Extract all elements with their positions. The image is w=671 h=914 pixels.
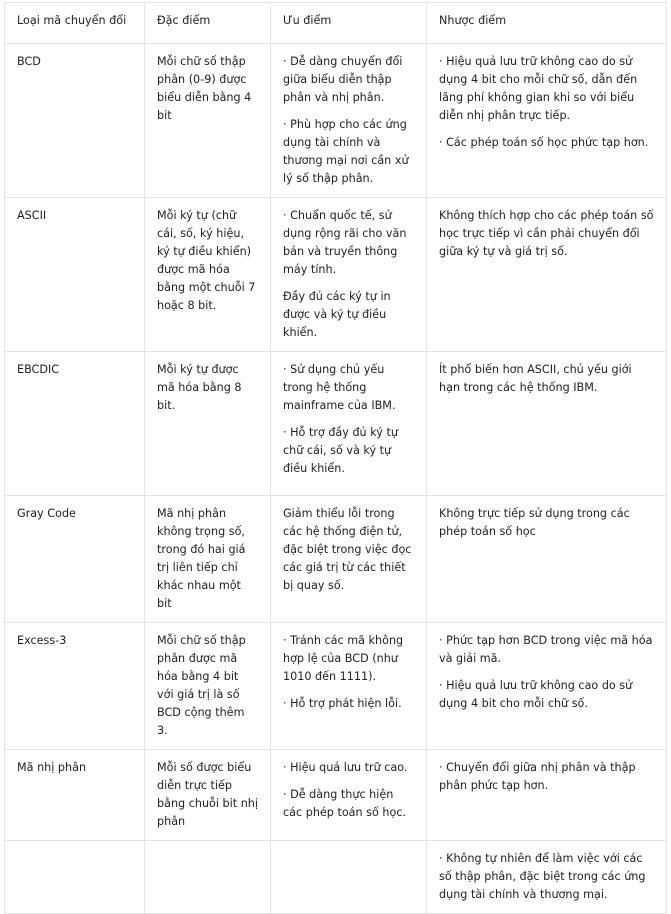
table-row <box>5 496 667 623</box>
cell-type: EBCDIC <box>5 352 145 496</box>
disadvantage-item: · Phức tạp hơn BCD trong việc mã hóa và giải mã. <box>439 632 654 668</box>
advantage-item: · Hỗ trợ đầy đủ ký tự chữ cái, số và ký tự điều khiển. <box>283 424 414 478</box>
disadvantage-item: · Chuyển đổi giữa nhị phân và thập phân phức tạp hơn. <box>439 759 654 795</box>
advantage-item: · Chuẩn quốc tế, sử dụng rộng rãi cho văn bản và truyền thông máy tính. <box>283 207 414 279</box>
cell-advantages <box>271 496 427 623</box>
cell-feature: Mỗi ký tự được mã hóa bằng 8 bit. <box>145 352 271 496</box>
cell-feature: Mã nhị phân không trọng số, trong đó hai giá trị liên tiếp chỉ khác nhau một bit <box>145 496 271 623</box>
comparison-table <box>4 2 667 914</box>
cell-feature <box>145 841 271 914</box>
cell-type: Excess-3 <box>5 623 145 750</box>
disadvantage-item: Không trực tiếp sử dụng trong các phép toán số học <box>439 507 630 538</box>
disadvantage-item: · Hiệu quả lưu trữ không cao do sử dụng 4 bit cho mỗi chữ số. <box>439 677 654 713</box>
cell-type: Mã nhị phân <box>5 750 145 841</box>
disadvantage-item: Ít phổ biến hơn ASCII, chủ yếu giới hạn trong các hệ thống IBM. <box>439 363 632 394</box>
table-row <box>5 623 667 750</box>
header-type: Loại mã chuyển đổi <box>5 3 145 44</box>
disadvantage-item: · Các phép toán số học phức tạp hơn. <box>439 134 654 152</box>
advantage-item: · Tránh các mã không hợp lệ của BCD (như 1010 đến 1111). <box>283 632 414 686</box>
cell-advantages <box>271 44 427 198</box>
cell-disadvantages <box>427 841 667 914</box>
advantage-item: Đầy đủ các ký tự in được và ký tự điều khiển. <box>283 290 391 339</box>
table-row <box>5 352 667 496</box>
header-advantages: Ưu điểm <box>271 3 427 44</box>
cell-advantages <box>271 352 427 496</box>
cell-disadvantages <box>427 44 667 198</box>
cell-disadvantages <box>427 750 667 841</box>
advantage-item: · Sử dụng chủ yếu trong hệ thống mainframe của IBM. <box>283 361 414 415</box>
disadvantage-item: Không thích hợp cho các phép toán số học trực tiếp vì cần phải chuyển đổi giữa ký tự và giá trị số. <box>439 209 654 258</box>
cell-advantages <box>271 841 427 914</box>
disadvantage-item: · Không tự nhiên để làm việc với các số thập phân, đặc biệt trong các ứng dụng tài chính và thương mại. <box>439 850 654 904</box>
header-disadvantages: Nhược điểm <box>427 3 667 44</box>
header-row <box>5 3 667 44</box>
cell-feature: Mỗi ký tự (chữ cái, số, ký hiệu, ký tự điều khiển) được mã hóa bằng một chuỗi 7 hoặc 8 bit. <box>145 198 271 352</box>
cell-disadvantages <box>427 623 667 750</box>
disadvantage-item: · Hiệu quả lưu trữ không cao do sử dụng 4 bit cho mỗi chữ số, dẫn đến lãng phí không gian khi so với biểu diễn nhị phân trực tiếp. <box>439 53 654 125</box>
cell-disadvantages <box>427 496 667 623</box>
cell-feature: Mỗi chữ số thập phân được mã hóa bằng 4 bit với giá trị là số BCD cộng thêm 3. <box>145 623 271 750</box>
table-row <box>5 198 667 352</box>
table-row <box>5 750 667 841</box>
cell-feature: Mỗi số được biểu diễn trực tiếp bằng chuỗi bit nhị phân <box>145 750 271 841</box>
cell-advantages <box>271 750 427 841</box>
cell-disadvantages <box>427 198 667 352</box>
advantage-item: · Hỗ trợ phát hiện lỗi. <box>283 695 414 713</box>
advantage-item: · Dễ dàng chuyển đổi giữa biểu diễn thập phân và nhị phân. <box>283 53 414 107</box>
table-row <box>5 44 667 198</box>
advantage-item: Giảm thiểu lỗi trong các hệ thống điện tử, đặc biệt trong việc đọc các giá trị từ các thiết bị quay số. <box>283 507 412 592</box>
table-row <box>5 841 667 914</box>
cell-advantages <box>271 198 427 352</box>
cell-type: Gray Code <box>5 496 145 623</box>
cell-type: BCD <box>5 44 145 198</box>
advantage-item: · Hiệu quả lưu trữ cao. <box>283 759 414 777</box>
cell-feature: Mỗi chữ số thập phân (0-9) được biểu diễn bằng 4 bit <box>145 44 271 198</box>
header-feature: Đặc điểm <box>145 3 271 44</box>
cell-type: ASCII <box>5 198 145 352</box>
cell-advantages <box>271 623 427 750</box>
advantage-item: · Phù hợp cho các ứng dụng tài chính và thương mại nơi cần xử lý số thập phân. <box>283 116 414 188</box>
advantage-item: · Dễ dàng thực hiện các phép toán số học. <box>283 786 414 822</box>
cell-disadvantages <box>427 352 667 496</box>
cell-type <box>5 841 145 914</box>
